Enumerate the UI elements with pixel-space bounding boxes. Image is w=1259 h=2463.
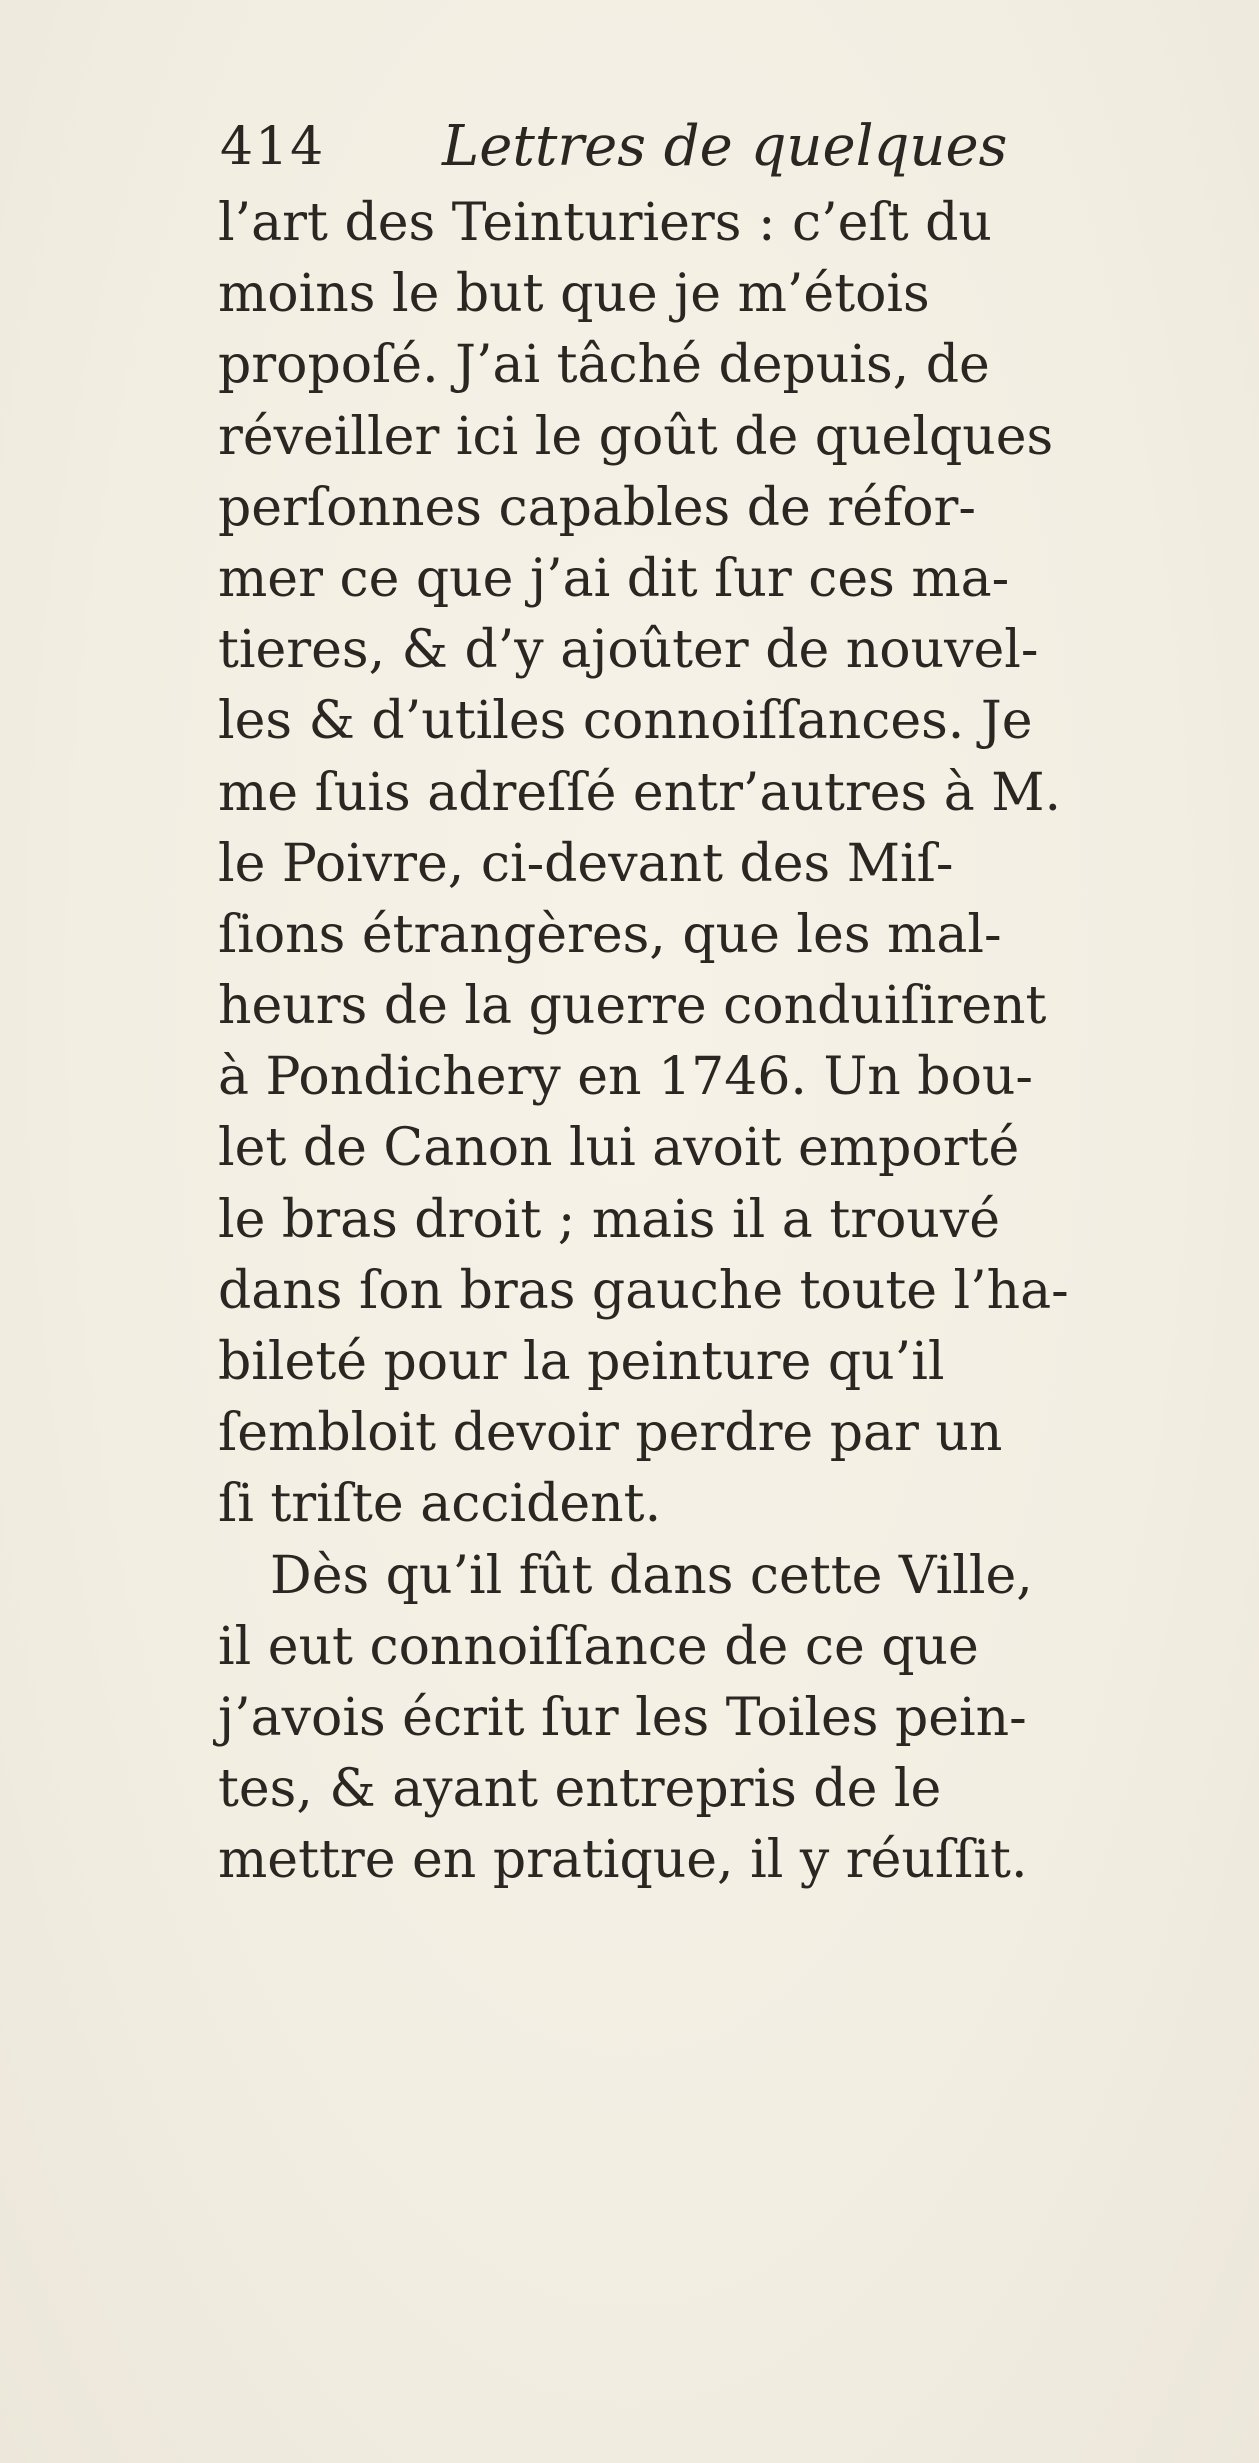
body-text [218, 188, 1198, 1897]
text-line: il eut connoiſſance de ce que [218, 1616, 979, 1677]
text-line: moins le but que je m’étois [218, 264, 930, 325]
text-line: le bras droit ; mais il a trouvé [218, 1189, 1001, 1250]
running-title: Lettres de quelques [442, 114, 1008, 179]
text-line: à Pondichery en 1746. Un bou- [218, 1047, 1033, 1108]
text-line: heurs de la guerre conduiſirent [218, 976, 1047, 1037]
text-line: tes, & ayant entrepris de le [218, 1759, 942, 1820]
text-line: perſonnes capables de réfor- [218, 477, 976, 538]
text-line: tieres, & d’y ajoûter de nouvel- [218, 620, 1039, 681]
text-line: mer ce que j’ai dit ſur ces ma- [218, 548, 1010, 609]
text-line: bileté pour la peinture qu’il [218, 1332, 945, 1392]
text-line: ſembloit devoir perdre par un [218, 1403, 1003, 1464]
text-line: ſi triſte accident. [218, 1474, 662, 1535]
text-line: ſions étrangères, que les mal- [218, 904, 1002, 965]
text-line: let de Canon lui avoit emporté [218, 1118, 1020, 1179]
text-line: dans ſon bras gauche toute l’ha- [218, 1260, 1069, 1321]
text-line: le Poivre, ci-devant des Miſ- [218, 833, 954, 894]
text-line: l’art des Teinturiers : c’eſt du [218, 193, 992, 253]
text-line: j’avois écrit ſur les Toiles pein- [218, 1687, 1027, 1748]
text-line: réveiller ici le goût de quelques [218, 406, 1054, 467]
text-line: me ſuis adreſſé entr’autres à M. [218, 762, 1061, 823]
text-line: mettre en pratique, il y réuſſit. [218, 1830, 1028, 1891]
text-line: les & d’utiles connoiſſances. Je [218, 691, 1033, 752]
text-line-paragraph-start: Dès qu’il fût dans cette Ville, [270, 1545, 1033, 1606]
text-line: propoſé. J’ai tâché depuis, de [218, 335, 990, 396]
page-number: 414 [220, 117, 326, 177]
